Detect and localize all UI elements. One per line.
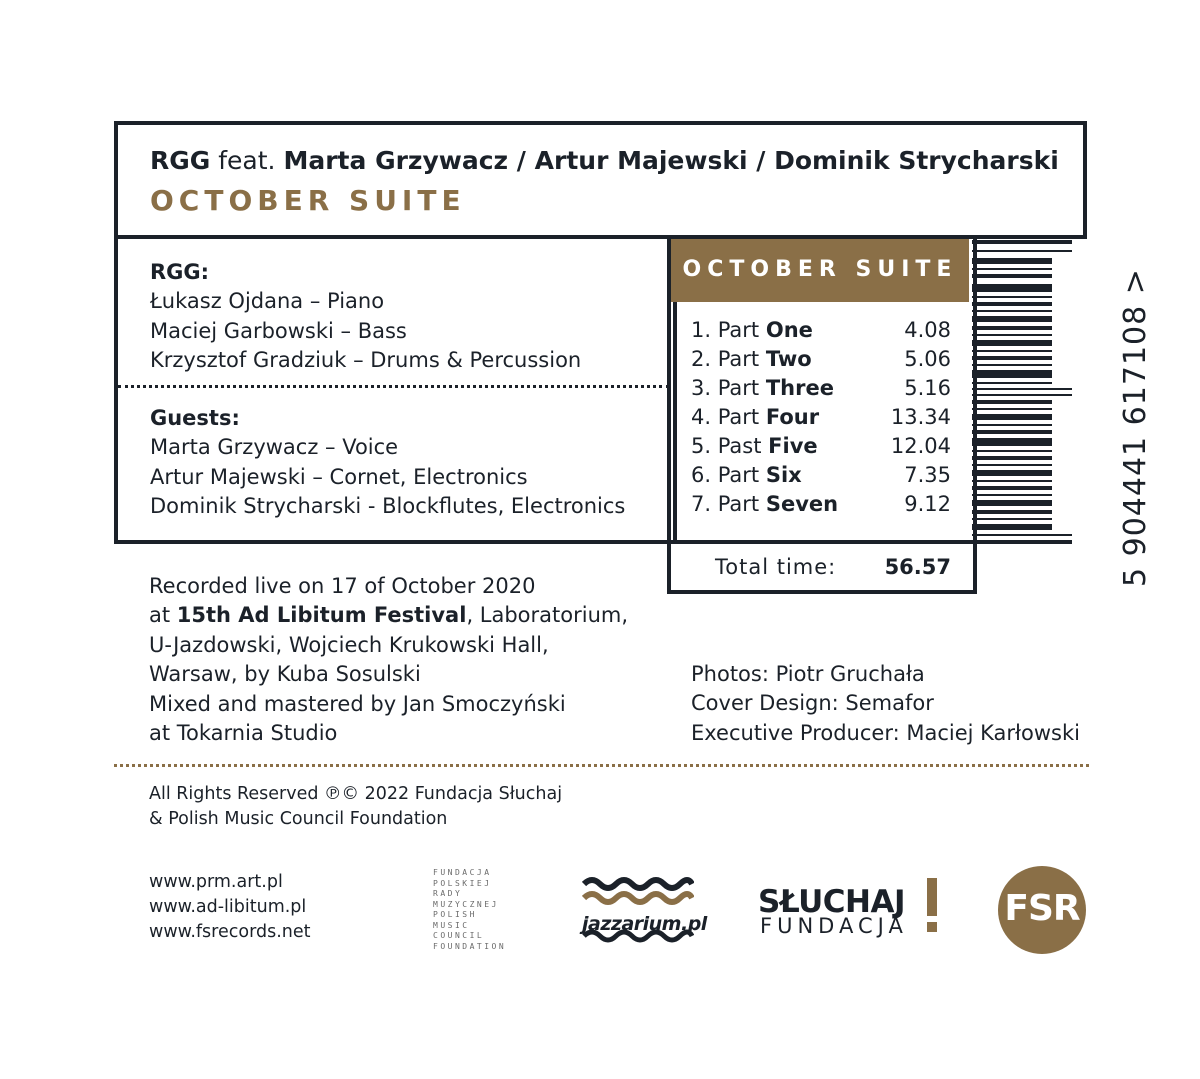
recording-credits	[149, 572, 628, 748]
track-row	[691, 492, 951, 521]
track-duration: 4.08	[904, 318, 951, 342]
polish-music-council-logo	[433, 868, 523, 952]
logo-line: COUNCIL	[433, 931, 485, 940]
track-name: Four	[765, 405, 820, 429]
track-prefix: 4. Part	[691, 405, 766, 429]
staff-credits	[691, 660, 1080, 748]
credit-text: at	[149, 603, 177, 628]
member-line: Łukasz Ojdana – Piano	[150, 289, 385, 314]
logo-line: FOUNDATION	[433, 941, 507, 951]
guest-artists: Marta Grzywacz / Artur Majewski / Dominik Strycharski	[283, 146, 1059, 175]
track-prefix: 7. Part	[691, 492, 766, 516]
track-name: Five	[768, 434, 818, 458]
track-name: Three	[765, 376, 834, 400]
track-prefix: 3. Part	[691, 376, 766, 400]
barcode-number: 5 904441 617108 >	[1118, 268, 1153, 587]
credit-line: Recorded live on 17 of October 2020	[149, 574, 536, 598]
sluchaj-logo-text: SŁUCHAJ	[758, 884, 906, 920]
track-name: Seven	[765, 492, 839, 516]
credit-line: at Tokarnia Studio	[149, 721, 338, 746]
tracklist-heading: OCTOBER SUITE	[682, 257, 958, 282]
artist-line	[150, 146, 1059, 175]
track-prefix: 6. Part	[691, 463, 766, 487]
website-list	[149, 870, 310, 945]
track-name: One	[765, 318, 813, 342]
track-duration: 7.35	[904, 463, 951, 487]
credit-line: U-Jazdowski, Wojciech Krukowski Hall,	[149, 632, 549, 657]
track-name: Six	[765, 463, 802, 487]
logo-line: MUZYCZNEJ	[433, 899, 499, 909]
member-line: Maciej Garbowski – Bass	[150, 318, 407, 343]
track-duration: 5.06	[904, 347, 951, 371]
logo-line: FUNDACJA	[433, 868, 492, 877]
track-prefix: 1. Part	[691, 318, 766, 342]
rights-line: & Polish Music Council Foundation	[149, 809, 448, 829]
credit-text: , Laboratorium,	[466, 603, 629, 628]
staff-line: Executive Producer: Maciej Karłowski	[691, 720, 1080, 745]
track-duration: 9.12	[904, 492, 951, 516]
fsr-logo-text: FSR	[1004, 888, 1080, 929]
jazzarium-logo-text: jazzarium.pl	[582, 913, 707, 935]
track-name: Two	[765, 347, 812, 371]
exclamation-icon	[925, 878, 939, 934]
sluchaj-logo-subtitle: FUNDACJA	[760, 914, 908, 938]
feat-label: feat.	[218, 146, 276, 175]
website-link[interactable]: www.prm.art.pl	[149, 872, 283, 892]
title-box	[114, 121, 1087, 239]
credits-divider	[114, 764, 1089, 767]
credit-line	[149, 601, 628, 630]
track-row	[691, 347, 951, 376]
logo-line: MUSIC	[433, 920, 470, 930]
total-time-value: 56.57	[884, 555, 951, 579]
album-title: OCTOBER SUITE	[150, 184, 466, 217]
track-duration: 13.34	[890, 405, 951, 429]
track-row	[691, 318, 951, 347]
logo-line: POLSKIEJ	[433, 878, 492, 888]
logo-line: RADY	[433, 889, 463, 898]
guests-section	[150, 404, 625, 521]
track-row	[691, 463, 951, 492]
track-duration: 12.04	[890, 434, 951, 458]
festival-name: 15th Ad Libitum Festival	[176, 603, 467, 628]
track-row	[691, 405, 951, 434]
staff-line: Cover Design: Semafor	[691, 691, 934, 716]
barcode	[972, 240, 1092, 570]
rights-line: All Rights Reserved ℗© 2022 Fundacja Słuchaj	[149, 784, 563, 804]
track-prefix: 5. Past	[691, 434, 769, 458]
total-time-label: Total time:	[715, 555, 837, 579]
guest-line: Dominik Strycharski - Blockflutes, Electronics	[150, 493, 626, 518]
track-row	[691, 434, 951, 463]
credit-line: Mixed and mastered by Jan Smoczyński	[149, 691, 566, 716]
rgg-heading: RGG:	[150, 260, 210, 284]
guests-heading: Guests:	[150, 406, 240, 430]
track-prefix: 2. Part	[691, 347, 766, 371]
track-row	[691, 376, 951, 405]
guest-line: Artur Majewski – Cornet, Electronics	[150, 464, 528, 489]
credit-line: Warsaw, by Kuba Sosulski	[149, 662, 421, 687]
band-name: RGG	[150, 146, 211, 175]
logo-line: POLISH	[433, 910, 477, 919]
staff-line: Photos: Piotr Gruchała	[691, 662, 925, 686]
guest-line: Marta Grzywacz – Voice	[150, 435, 399, 460]
rights-notice	[149, 782, 562, 832]
track-duration: 5.16	[904, 376, 951, 400]
member-line: Krzysztof Gradziuk – Drums & Percussion	[150, 347, 582, 372]
personnel-divider	[118, 385, 669, 388]
rgg-section	[150, 258, 581, 375]
website-link[interactable]: www.ad-libitum.pl	[149, 897, 307, 917]
website-link[interactable]: www.fsrecords.net	[149, 922, 311, 942]
